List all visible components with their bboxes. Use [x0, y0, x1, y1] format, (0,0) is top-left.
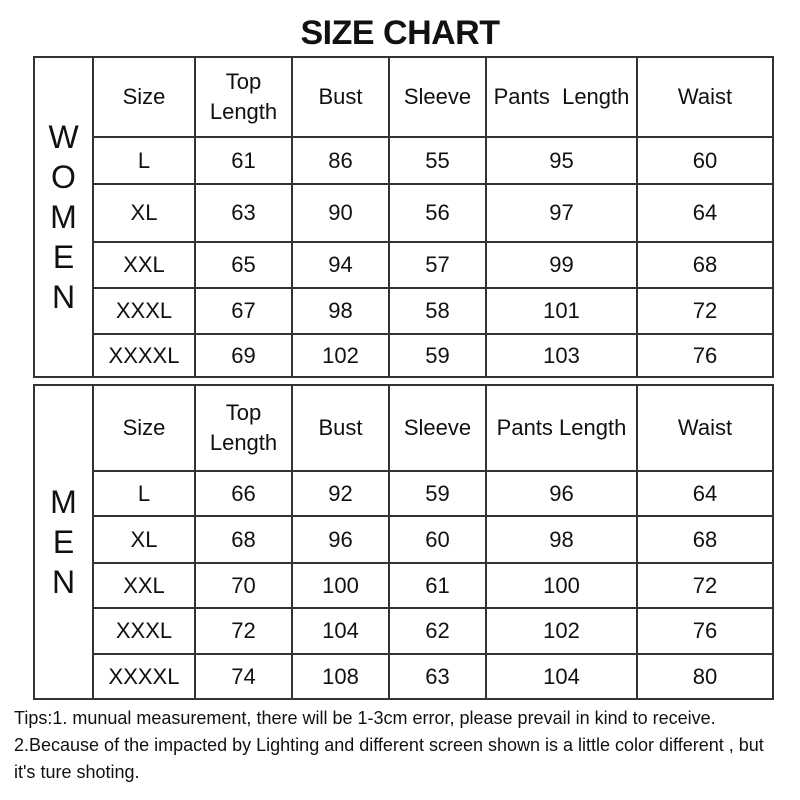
tips-note: [14, 705, 790, 786]
women-size-table: [33, 56, 774, 378]
header-bust: Bust: [292, 385, 389, 471]
value-cell: 69: [195, 334, 292, 377]
size-cell: XXXL: [93, 608, 195, 654]
header-bust: Bust: [292, 57, 389, 137]
value-cell: 95: [486, 137, 637, 184]
size-cell: L: [93, 471, 195, 516]
header-top-length: Top Length: [195, 385, 292, 471]
value-cell: 80: [637, 654, 773, 699]
table-row: [34, 242, 773, 288]
value-cell: 68: [195, 516, 292, 563]
value-cell: 63: [389, 654, 486, 699]
value-cell: 100: [486, 563, 637, 608]
table-row: [34, 184, 773, 242]
value-cell: 96: [292, 516, 389, 563]
size-cell: XXL: [93, 242, 195, 288]
table-row: [34, 608, 773, 654]
value-cell: 72: [637, 288, 773, 334]
value-cell: 72: [195, 608, 292, 654]
value-cell: 60: [637, 137, 773, 184]
size-cell: XL: [93, 184, 195, 242]
value-cell: 102: [292, 334, 389, 377]
value-cell: 55: [389, 137, 486, 184]
value-cell: 63: [195, 184, 292, 242]
value-cell: 92: [292, 471, 389, 516]
table-row: [34, 471, 773, 516]
header-sleeve: Sleeve: [389, 385, 486, 471]
women-group-label: WOMEN: [34, 57, 93, 377]
value-cell: 74: [195, 654, 292, 699]
value-cell: 108: [292, 654, 389, 699]
table-row: [34, 563, 773, 608]
value-cell: 98: [486, 516, 637, 563]
value-cell: 100: [292, 563, 389, 608]
value-cell: 101: [486, 288, 637, 334]
tips-line-2: 2.Because of the impacted by Lighting and different screen shown is a little color different , but it's ture shoting.: [14, 735, 764, 782]
table-row: [34, 334, 773, 377]
table-row: [34, 137, 773, 184]
header-top-length: Top Length: [195, 57, 292, 137]
value-cell: 67: [195, 288, 292, 334]
value-cell: 59: [389, 334, 486, 377]
table-row: [34, 516, 773, 563]
men-size-table: [33, 384, 774, 700]
value-cell: 86: [292, 137, 389, 184]
value-cell: 62: [389, 608, 486, 654]
value-cell: 90: [292, 184, 389, 242]
size-cell: XL: [93, 516, 195, 563]
size-cell: L: [93, 137, 195, 184]
header-waist: Waist: [637, 57, 773, 137]
tips-line-1: Tips:1. munual measurement, there will be 1-3cm error, please prevail in kind to receive.: [14, 708, 716, 728]
value-cell: 97: [486, 184, 637, 242]
table-header-row: [34, 57, 773, 137]
header-waist: Waist: [637, 385, 773, 471]
value-cell: 68: [637, 242, 773, 288]
value-cell: 65: [195, 242, 292, 288]
size-cell: XXXL: [93, 288, 195, 334]
value-cell: 103: [486, 334, 637, 377]
value-cell: 60: [389, 516, 486, 563]
value-cell: 76: [637, 608, 773, 654]
size-cell: XXXXL: [93, 334, 195, 377]
value-cell: 64: [637, 184, 773, 242]
value-cell: 66: [195, 471, 292, 516]
value-cell: 70: [195, 563, 292, 608]
value-cell: 102: [486, 608, 637, 654]
header-pants-length: Pants Length: [486, 57, 637, 137]
value-cell: 94: [292, 242, 389, 288]
value-cell: 104: [292, 608, 389, 654]
value-cell: 61: [195, 137, 292, 184]
value-cell: 56: [389, 184, 486, 242]
table-row: [34, 288, 773, 334]
value-cell: 98: [292, 288, 389, 334]
value-cell: 58: [389, 288, 486, 334]
table-row: [34, 654, 773, 699]
value-cell: 57: [389, 242, 486, 288]
value-cell: 104: [486, 654, 637, 699]
value-cell: 99: [486, 242, 637, 288]
table-header-row: [34, 385, 773, 471]
men-group-label: MEN: [34, 385, 93, 699]
value-cell: 72: [637, 563, 773, 608]
header-size: Size: [93, 385, 195, 471]
header-sleeve: Sleeve: [389, 57, 486, 137]
value-cell: 96: [486, 471, 637, 516]
value-cell: 64: [637, 471, 773, 516]
value-cell: 59: [389, 471, 486, 516]
page-title: SIZE CHART: [300, 14, 500, 52]
size-cell: XXL: [93, 563, 195, 608]
value-cell: 61: [389, 563, 486, 608]
size-cell: XXXXL: [93, 654, 195, 699]
value-cell: 76: [637, 334, 773, 377]
header-size: Size: [93, 57, 195, 137]
header-pants-length: Pants Length: [486, 385, 637, 471]
value-cell: 68: [637, 516, 773, 563]
